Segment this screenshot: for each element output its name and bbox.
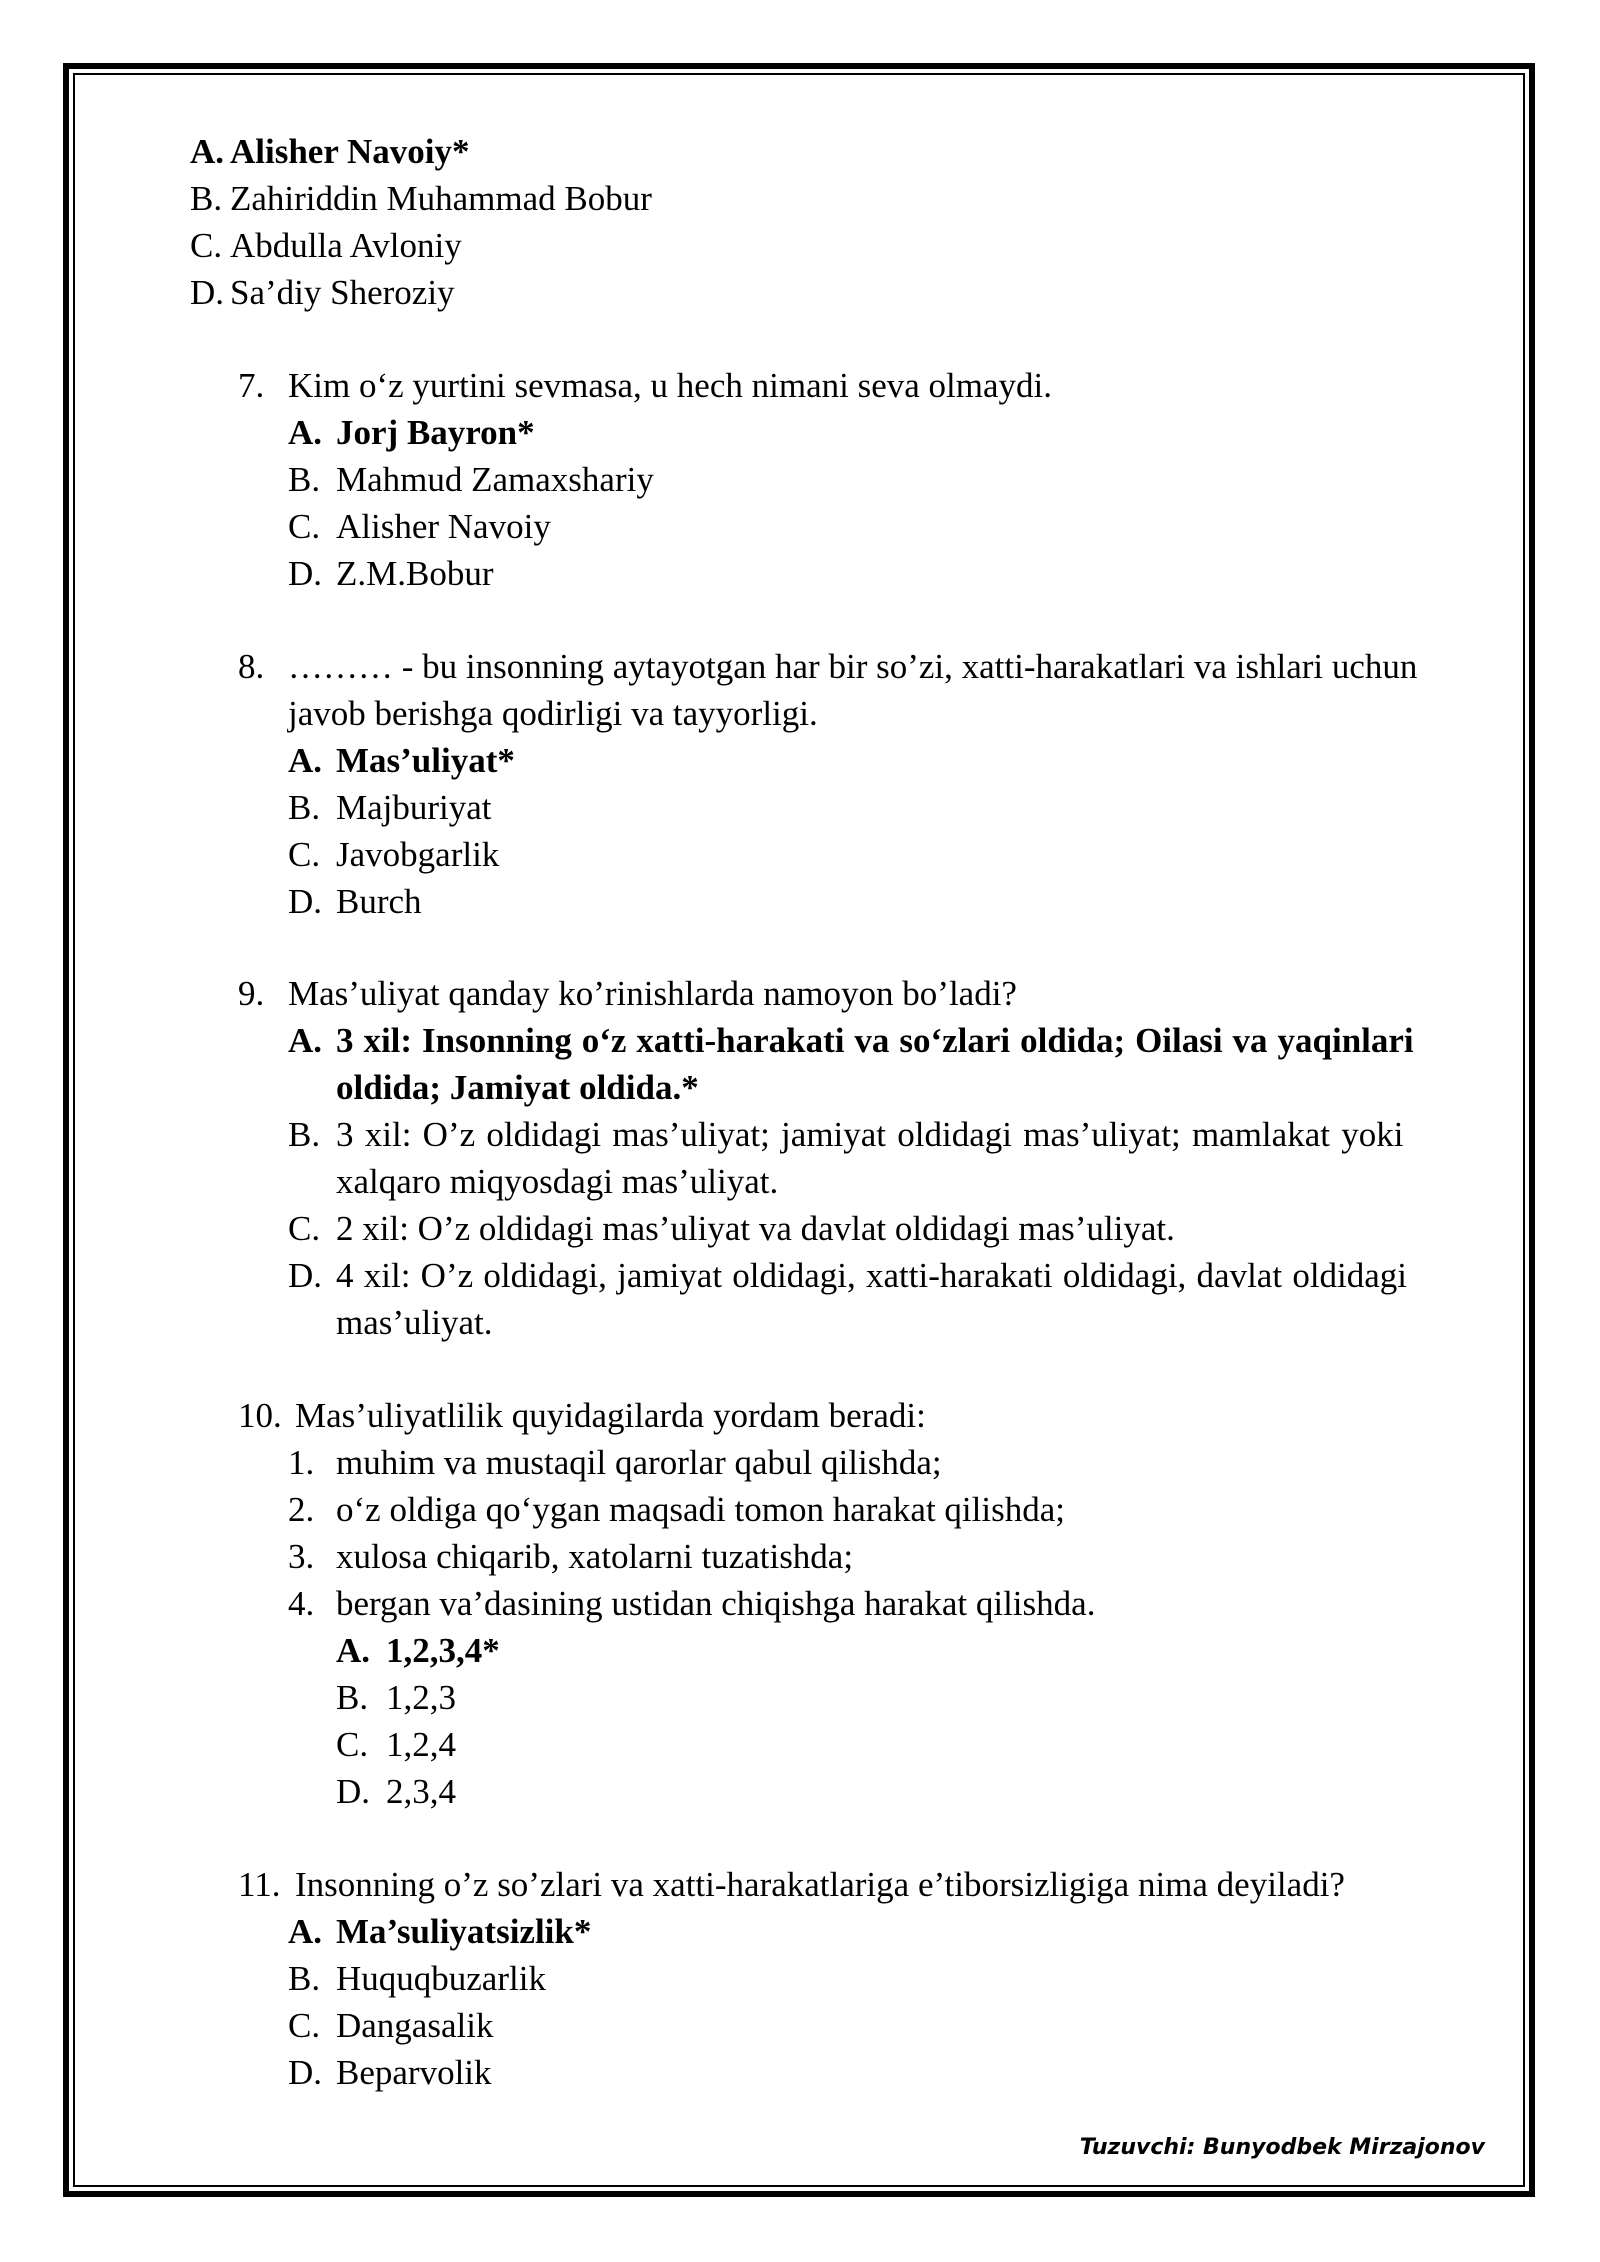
option-marker: C. xyxy=(336,1725,369,1764)
option-marker: D. xyxy=(336,1772,371,1811)
option-text: Alisher Navoiy* xyxy=(230,132,470,171)
option-marker: D. xyxy=(288,554,323,593)
option-text: Jorj Bayron* xyxy=(336,413,535,452)
option-text: Abdulla Avloniy xyxy=(230,226,462,265)
option-text: Huquqbuzarlik xyxy=(336,1959,546,1998)
option-text: Beparvolik xyxy=(336,2053,492,2092)
option-marker: B. xyxy=(288,788,321,827)
item-text: bergan va’dasining ustidan chiqishga harakat qilishda. xyxy=(336,1584,1096,1623)
question-text: ……… - bu insonning aytayotgan har bir so’zi, xatti-harakatlari va ishlari uchun xyxy=(288,647,1418,686)
option-text: 2,3,4 xyxy=(386,1772,456,1811)
option-text: Ma’suliyatsizlik* xyxy=(336,1912,592,1951)
option-marker: D. xyxy=(288,882,323,921)
option-text: 2 xil: O’z oldidagi mas’uliyat va davlat oldidagi mas’uliyat. xyxy=(336,1209,1175,1248)
option-text: 3 xil: Insonning o‘z xatti-harakati va so‘zlari oldida; Oilasi va yaqinlari xyxy=(336,1021,1414,1060)
question-number: 10. xyxy=(238,1396,282,1435)
option-marker: B. xyxy=(288,1115,321,1154)
question-text: javob berishga qodirligi va tayyorligi. xyxy=(288,694,818,733)
option-marker: D. xyxy=(190,273,225,312)
item-text: muhim va mustaqil qarorlar qabul qilishda; xyxy=(336,1443,942,1482)
option-marker: A. xyxy=(288,413,323,452)
option-marker: A. xyxy=(288,1912,323,1951)
question-number: 9. xyxy=(238,974,265,1013)
option-marker: C. xyxy=(288,1209,321,1248)
option-marker: B. xyxy=(288,1959,321,1998)
option-marker: C. xyxy=(288,835,321,874)
option-marker: B. xyxy=(288,460,321,499)
option-text: Sa’diy Sheroziy xyxy=(230,273,455,312)
q9-option-a-cont xyxy=(336,1064,699,1111)
item-text: o‘z oldiga qo‘ygan maqsadi tomon harakat qilishda; xyxy=(336,1490,1065,1529)
option-text: mas’uliyat. xyxy=(336,1303,493,1342)
author-signature: Tuzuvchi: Bunyodbek Mirzajonov xyxy=(1079,2135,1485,2160)
option-text: 1,2,3 xyxy=(386,1678,456,1717)
option-marker: A. xyxy=(288,741,323,780)
option-text: 1,2,4 xyxy=(386,1725,456,1764)
option-marker: C. xyxy=(190,226,223,265)
question-number: 8. xyxy=(238,647,265,686)
item-marker: 2. xyxy=(288,1490,315,1529)
item-marker: 1. xyxy=(288,1443,315,1482)
question-number: 11. xyxy=(238,1865,281,1904)
option-marker: C. xyxy=(288,2006,321,2045)
q9-option-b-cont xyxy=(336,1158,778,1205)
option-text: Alisher Navoiy xyxy=(336,507,551,546)
option-text: 1,2,3,4* xyxy=(386,1631,500,1670)
option-text: Mas’uliyat* xyxy=(336,741,515,780)
option-marker: A. xyxy=(190,132,225,171)
question-text: Mas’uliyat qanday ko’rinishlarda namoyon bo’ladi? xyxy=(288,974,1017,1013)
option-text: Dangasalik xyxy=(336,2006,494,2045)
option-text: Burch xyxy=(336,882,422,921)
item-text: xulosa chiqarib, xatolarni tuzatishda; xyxy=(336,1537,854,1576)
option-text: xalqaro miqyosdagi mas’uliyat. xyxy=(336,1162,779,1201)
option-text: Z.M.Bobur xyxy=(336,554,494,593)
option-text: 3 xil: O’z oldidagi mas’uliyat; jamiyat oldidagi mas’uliyat; mamlakat yoki xyxy=(336,1115,1404,1154)
option-text: Mahmud Zamaxshariy xyxy=(336,460,654,499)
q8-question-cont xyxy=(288,690,818,737)
option-text: Zahiriddin Muhammad Bobur xyxy=(230,179,652,218)
option-marker: C. xyxy=(288,507,321,546)
option-text: oldida; Jamiyat oldida.* xyxy=(336,1068,699,1107)
question-text: Kim o‘z yurtini sevmasa, u hech nimani seva olmaydi. xyxy=(288,366,1052,405)
question-text: Insonning o’z so’zlari va xatti-harakatlariga e’tiborsizligiga nima deyiladi? xyxy=(295,1865,1345,1904)
option-marker: D. xyxy=(288,1256,323,1295)
option-text: Majburiyat xyxy=(336,788,492,827)
option-marker: B. xyxy=(190,179,223,218)
question-text: Mas’uliyatlilik quyidagilarda yordam beradi: xyxy=(295,1396,926,1435)
option-marker: D. xyxy=(288,2053,323,2092)
option-text: Javobgarlik xyxy=(336,835,500,874)
option-marker: A. xyxy=(336,1631,371,1670)
question-number: 7. xyxy=(238,366,265,405)
item-marker: 3. xyxy=(288,1537,315,1576)
q9-option-d-cont xyxy=(336,1299,493,1346)
option-text: 4 xil: O’z oldidagi, jamiyat oldidagi, xatti-harakati oldidagi, davlat oldidagi xyxy=(336,1256,1408,1295)
item-marker: 4. xyxy=(288,1584,315,1623)
option-marker: A. xyxy=(288,1021,323,1060)
option-marker: B. xyxy=(336,1678,369,1717)
